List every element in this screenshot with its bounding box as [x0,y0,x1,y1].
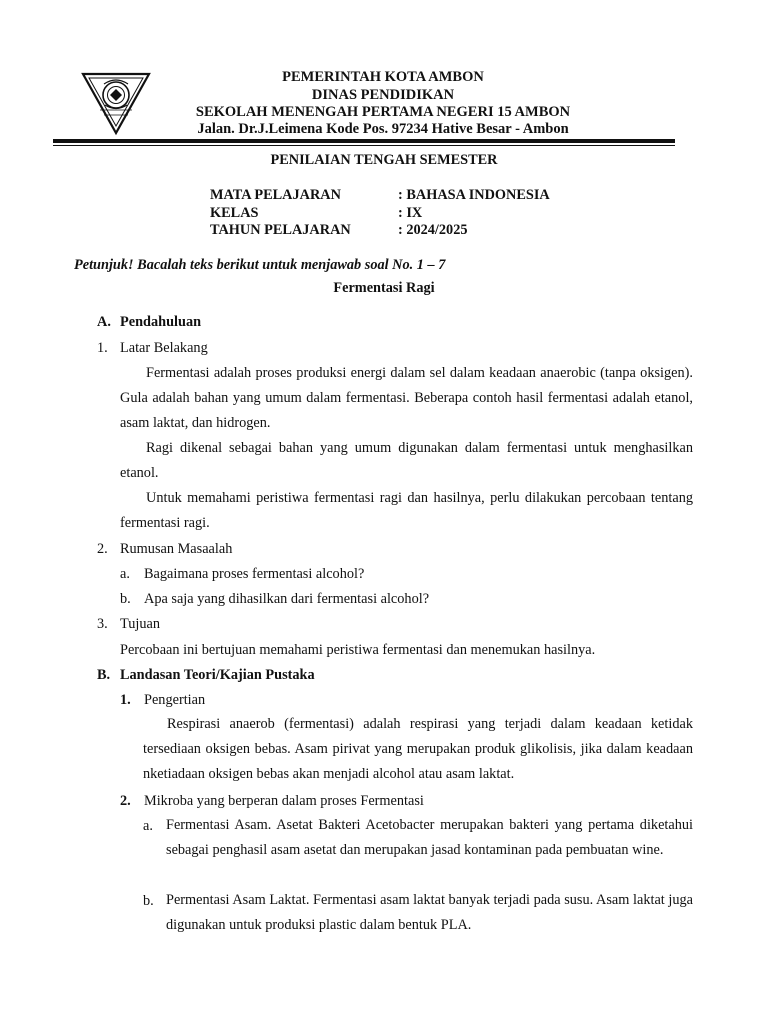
info-label-year: TAHUN PELAJARAN [210,222,351,238]
a1-title: Latar Belakang [120,340,208,356]
a1-paragraph-1: Fermentasi adalah proses produksi energi dalam sel dalam keadaan anaerobic (tanpa oksigen). Gula adalah bahan yang umum dalam fermentasi. Beberapa contoh hasil fermentasi adalah etanol, asam laktat, dan hidrogen. [120,365,693,431]
text-title: Fermentasi Ragi [333,280,435,296]
a2-sub-a-marker: a. [120,566,130,582]
header-government: PEMERINTAH KOTA AMBON [282,69,484,85]
header-school-name: SEKOLAH MENENGAH PERTAMA NEGERI 15 AMBON [195,104,571,120]
a3-marker: 3. [97,616,108,632]
a1-paragraph-3: Untuk memahami peristiwa fermentasi ragi dan hasilnya, perlu dilakukan percobaan tentang fermentasi ragi. [120,490,693,531]
section-a-marker: A. [97,314,111,330]
a2-marker: 2. [97,541,108,557]
info-label-subject: MATA PELAJARAN [210,187,341,203]
a2-sub-a-text: Bagaimana proses fermentasi alcohol? [144,566,365,582]
b2-marker: 2. [120,793,131,809]
a3-title: Tujuan [120,616,160,632]
a2-sub-b-text: Apa saja yang dihasilkan dari fermentasi alcohol? [144,591,430,607]
section-b-marker: B. [97,667,111,683]
section-a-title: Pendahuluan [120,314,202,330]
b2-sub-a-marker: a. [143,818,153,834]
b2-sub-a-text: Fermentasi Asam. Asetat Bakteri Acetobacter merupakan bakteri yang pertama diketahui sebagai penghasil asam asetat dan merupakan jasad kontaminan pada pembuatan wine. [166,817,693,858]
info-value-class: : IX [398,205,423,221]
b1-title: Pengertian [144,692,206,708]
b1-paragraph: Respirasi anaerob (fermentasi) adalah respirasi yang terjadi dalam keadaan ketidak tersediaan oksigen bebas. Asam pirivat yang merupakan produk glikolisis, jika dalam keadaan nketiadaan oksigen bebas akan menjadi alcohol atau asam laktat. [143,716,693,782]
info-label-class: KELAS [210,205,259,221]
a3-text: Percobaan ini bertujuan memahami peristiwa fermentasi dan menemukan hasilnya. [120,642,596,658]
header-divider-thin [53,145,675,146]
b2-sub-b-text: Permentasi Asam Laktat. Fermentasi asam laktat banyak terjadi pada susu. Asam laktat juga digunakan untuk produksi plastic dalam bentuk PLA. [166,892,693,933]
header-divider-thick [53,139,675,143]
header-department: DINAS PENDIDIKAN [311,87,455,103]
b1-marker: 1. [120,692,131,708]
header-address: Jalan. Dr.J.Leimena Kode Pos. 97234 Hative Besar - Ambon [197,121,569,137]
info-value-year: : 2024/2025 [398,222,468,238]
b2-title: Mikroba yang berperan dalam proses Fermentasi [144,793,424,809]
a1-paragraph-2: Ragi dikenal sebagai bahan yang umum digunakan dalam fermentasi untuk menghasilkan etanol. [120,440,693,481]
b2-sub-b-marker: b. [143,893,154,909]
a2-sub-b-marker: b. [120,591,131,607]
a1-marker: 1. [97,340,108,356]
instruction: Petunjuk! Bacalah teks berikut untuk menjawab soal No. 1 – 7 [74,257,446,273]
section-b-title: Landasan Teori/Kajian Pustaka [120,667,315,683]
school-logo [80,70,152,136]
info-value-subject: : BAHASA INDONESIA [398,187,550,203]
exam-title: PENILAIAN TENGAH SEMESTER [270,152,498,168]
a2-title: Rumusan Masaalah [120,541,233,557]
